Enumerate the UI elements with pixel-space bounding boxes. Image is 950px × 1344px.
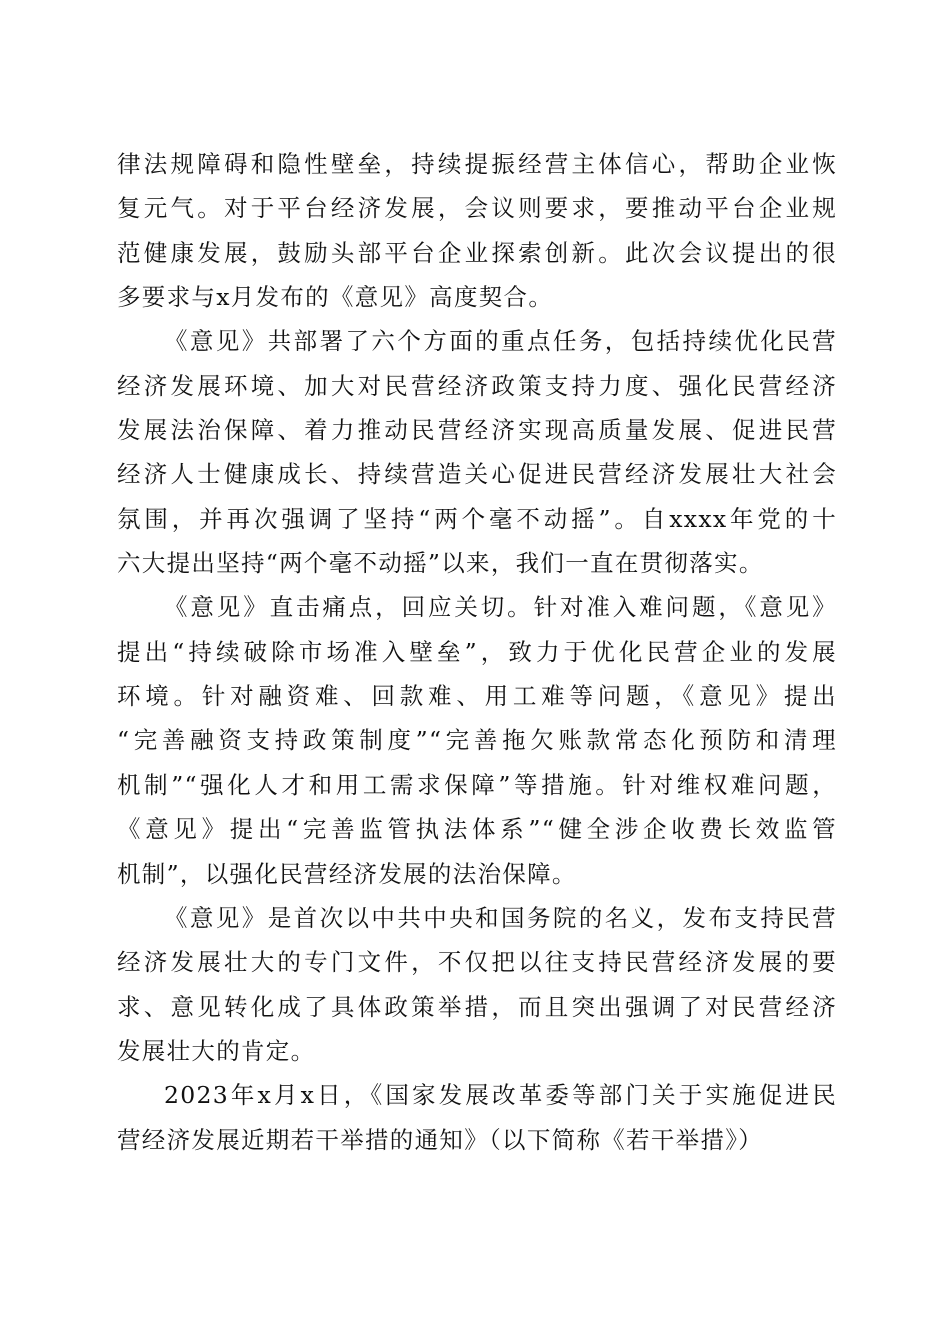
text-line: 《意见》提出“完善监管执法体系”“健全涉企收费长效监管	[117, 815, 837, 844]
text-line: 环境。针对融资难、回款难、用工难等问题，《意见》提出	[117, 682, 837, 711]
text-line: 范健康发展，鼓励头部平台企业探索创新。此次会议提出的很	[117, 238, 837, 267]
text-line: 求、意见转化成了具体政策举措，而且突出强调了对民营经济	[117, 992, 837, 1021]
text-line: 经济发展壮大的专门文件，不仅把以往支持民营经济发展的要	[117, 948, 837, 977]
text-line: 律法规障碍和隐性壁垒，持续提振经营主体信心，帮助企业恢	[117, 150, 837, 178]
text-line: 机制”，以强化民营经济发展的法治保障。	[117, 859, 577, 888]
text-line: 《意见》是首次以中共中央和国务院的名义，发布支持民营	[164, 903, 837, 932]
text-line: 复元气。对于平台经济发展，会议则要求，要推动平台企业规	[117, 194, 837, 223]
text-line: 经济人士健康成长、持续营造关心促进民营经济发展壮大社会	[117, 460, 837, 489]
paragraph-2	[117, 319, 837, 585]
paragraph-3	[117, 585, 837, 895]
text-line: 《意见》共部署了六个方面的重点任务，包括持续优化民营	[164, 327, 837, 356]
text-line: 提出“持续破除市场准入壁垒”，致力于优化民营企业的发展	[117, 637, 837, 666]
text-line: 《意见》直击痛点，回应关切。针对准入难问题，《意见》	[164, 593, 837, 622]
text-line: 2023年x月x日，《国家发展改革委等部门关于实施促进民	[164, 1081, 837, 1110]
text-line: 机制”“强化人才和用工需求保障”等措施。针对维权难问题，	[117, 770, 837, 799]
paragraph-4	[117, 896, 837, 1073]
paragraph-1	[117, 142, 837, 319]
text-line: 发展法治保障、着力推动民营经济实现高质量发展、促进民营	[117, 416, 837, 445]
text-line: 发展壮大的肯定。	[117, 1036, 316, 1065]
text-line: 营经济发展近期若干举措的通知》（以下简称《若干举措》）	[117, 1125, 764, 1154]
text-line: 六大提出坚持“两个毫不动摇”以来，我们一直在贯彻落实。	[117, 549, 764, 578]
text-line: 氛围，并再次强调了坚持“两个毫不动摇”。自xxxx年党的十	[117, 504, 837, 533]
paragraph-5	[117, 1073, 837, 1162]
text-line: 经济发展环境、加大对民营经济政策支持力度、强化民营经济	[117, 371, 837, 400]
text-line: “完善融资支持政策制度”“完善拖欠账款常态化预防和清理	[117, 726, 837, 755]
document-body	[117, 142, 837, 1162]
text-line: 多要求与x月发布的《意见》高度契合。	[117, 283, 554, 312]
